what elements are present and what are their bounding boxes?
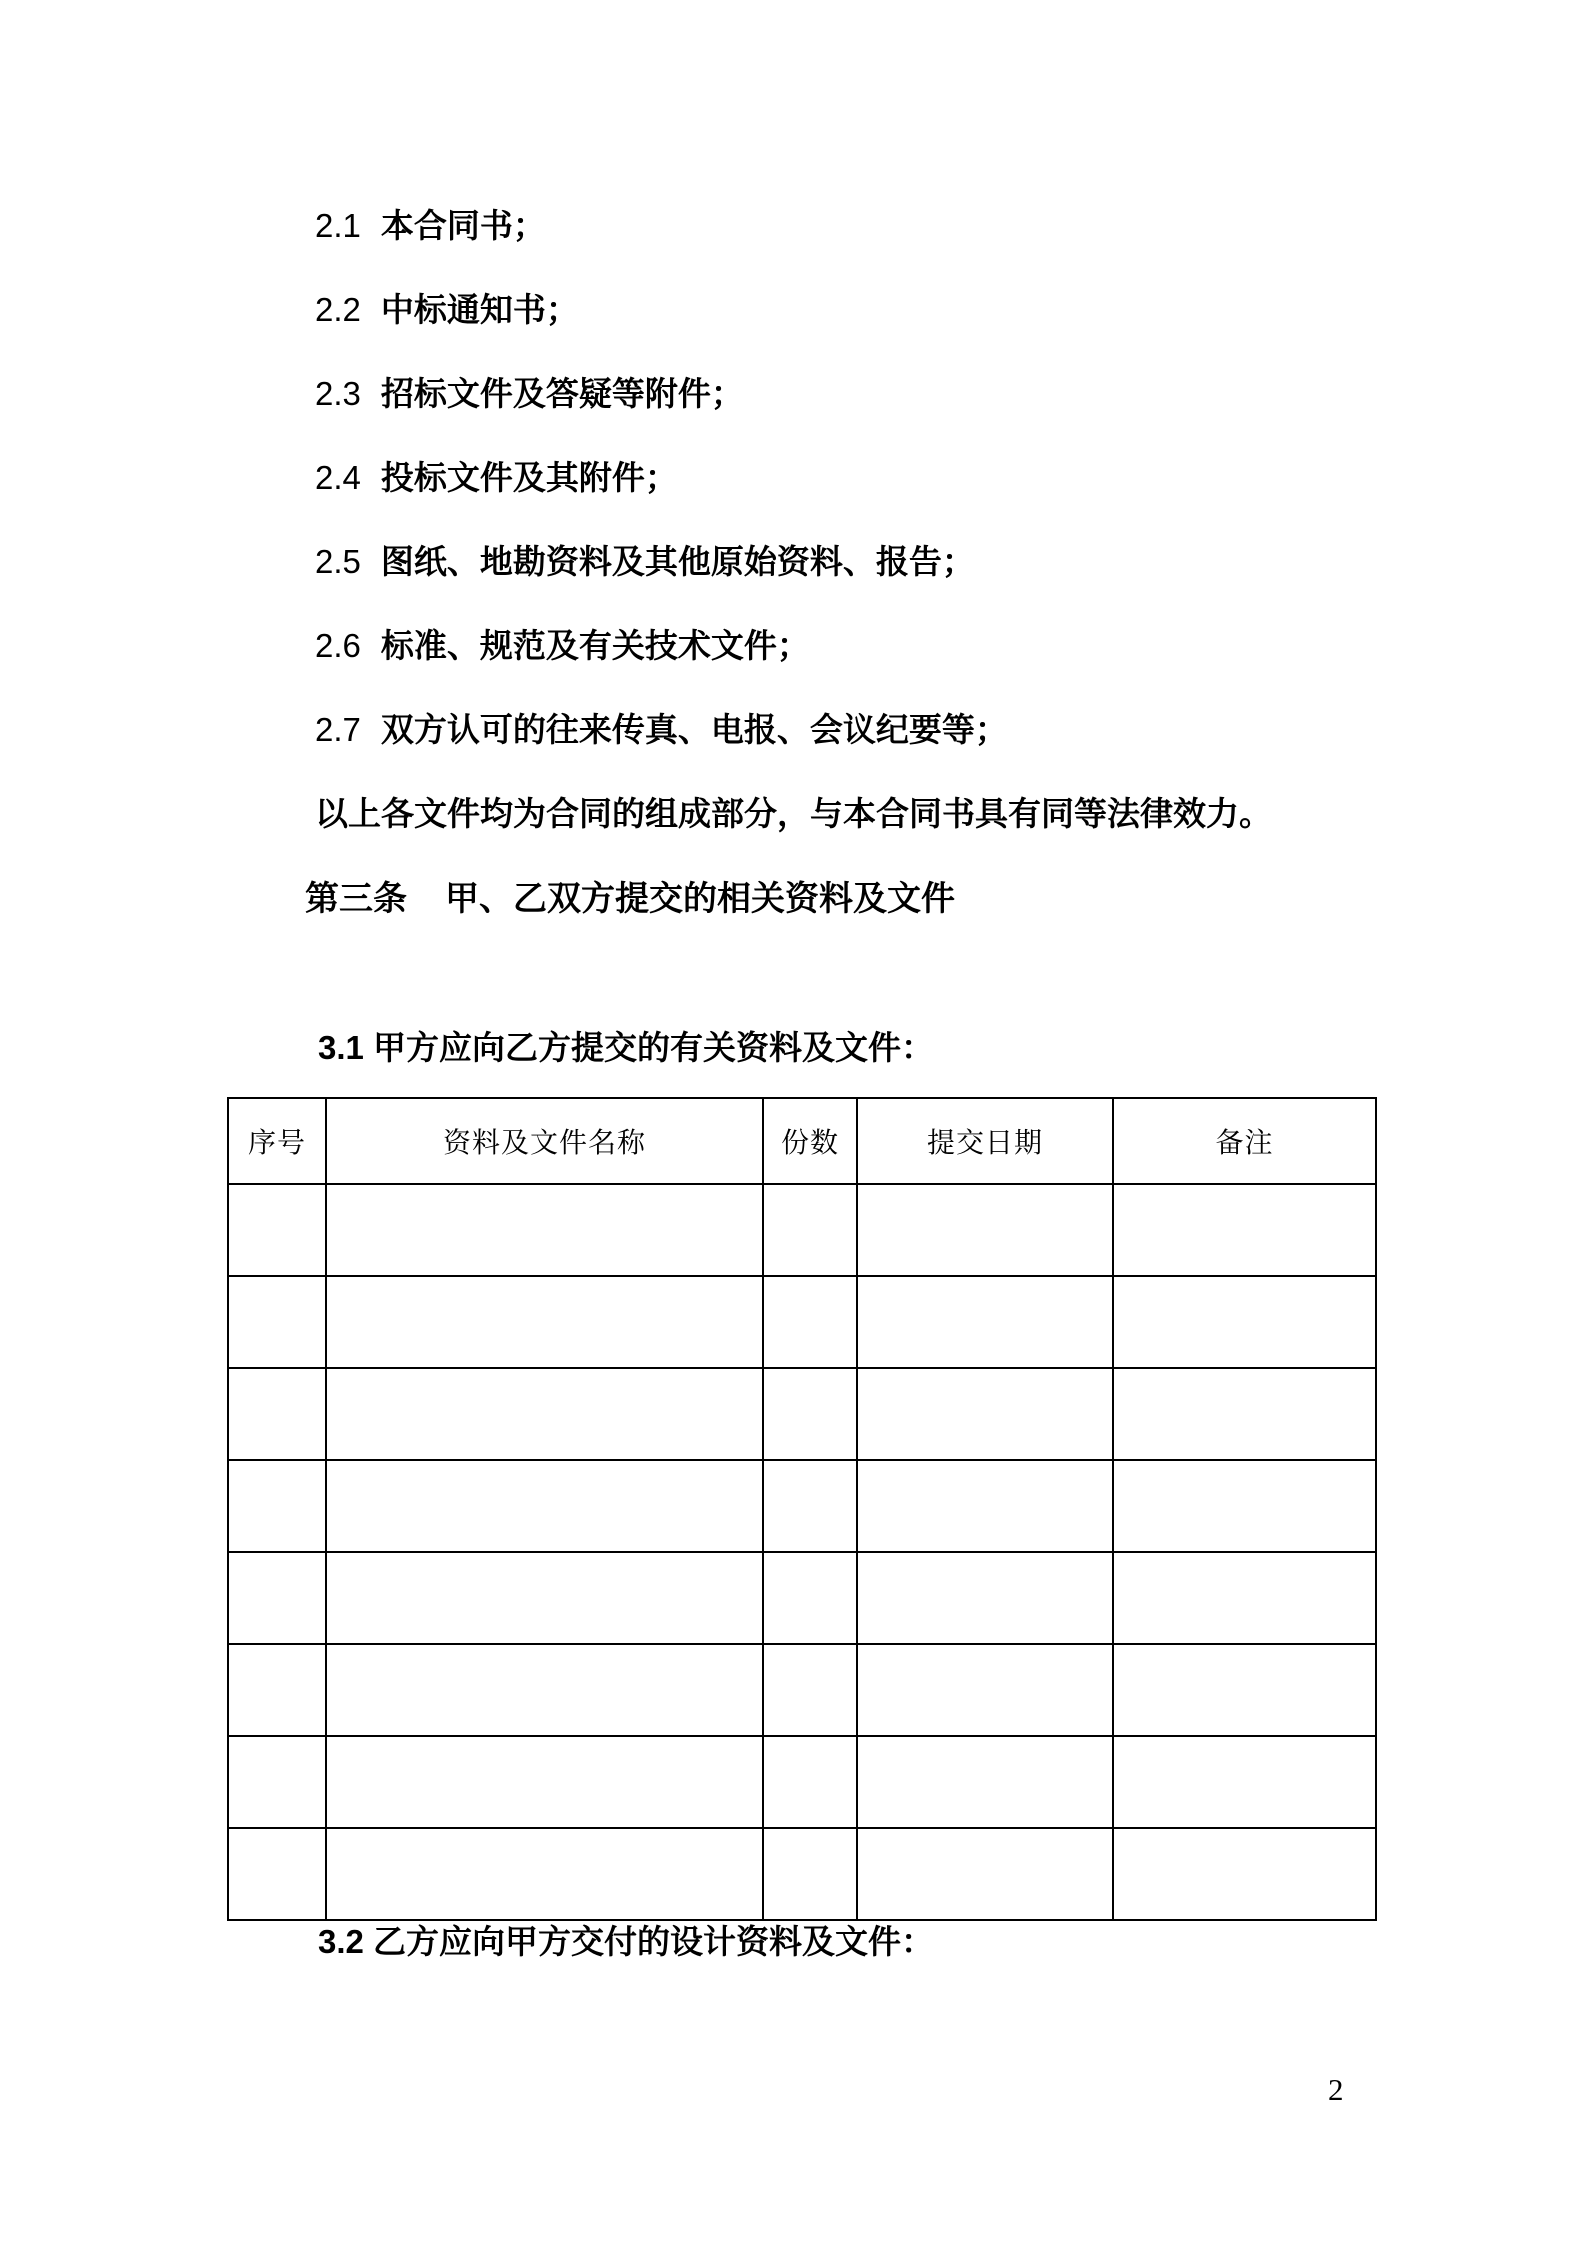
clause-number: 2.6	[315, 627, 361, 664]
table-cell	[1113, 1276, 1376, 1368]
table-body	[228, 1184, 1376, 1920]
table-cell	[763, 1828, 857, 1920]
table-cell	[228, 1736, 326, 1828]
clause-number: 2.4	[315, 459, 361, 496]
table-row	[228, 1644, 1376, 1736]
clause-text: 图纸、地勘资料及其他原始资料、报告；	[380, 543, 975, 580]
clause-3-1: 3.1 甲方应向乙方提交的有关资料及文件：	[318, 1029, 935, 1066]
table-row	[228, 1460, 1376, 1552]
table-header-row	[228, 1098, 1376, 1184]
table-cell	[857, 1552, 1113, 1644]
clause-number: 2.2	[315, 291, 361, 328]
clause-text: 本合同书；	[380, 207, 546, 244]
closing-paragraph: 以上各文件均为合同的组成部分，与本合同书具有同等法律效力。	[315, 795, 1272, 832]
table-cell	[326, 1368, 763, 1460]
table-cell	[1113, 1644, 1376, 1736]
clause-item-2-6	[315, 624, 1466, 708]
table-cell	[228, 1368, 326, 1460]
clause-text: 投标文件及其附件；	[380, 459, 678, 496]
table-cell	[1113, 1736, 1376, 1828]
table-cell	[857, 1736, 1113, 1828]
table-cell	[1113, 1828, 1376, 1920]
clause-item-2-4	[315, 456, 1466, 540]
table-row	[228, 1184, 1376, 1276]
clause-list	[315, 204, 1466, 792]
table-cell	[763, 1644, 857, 1736]
table-row	[228, 1736, 1376, 1828]
table-row	[228, 1552, 1376, 1644]
table-cell	[326, 1736, 763, 1828]
header-cell-remarks: 备注	[1113, 1098, 1376, 1184]
table-cell	[857, 1828, 1113, 1920]
clause-number: 2.3	[315, 375, 361, 412]
table-cell	[326, 1828, 763, 1920]
clause-number: 2.7	[315, 711, 361, 748]
clause-text: 招标文件及答疑等附件；	[380, 375, 744, 412]
clause-text: 双方认可的往来传真、电报、会议纪要等；	[380, 711, 1008, 748]
header-cell-date: 提交日期	[857, 1098, 1113, 1184]
table-cell	[228, 1644, 326, 1736]
clause-number: 2.1	[315, 207, 361, 244]
table-cell	[763, 1736, 857, 1828]
table-cell	[857, 1368, 1113, 1460]
clause-item-2-5	[315, 540, 1466, 624]
table-cell	[763, 1184, 857, 1276]
header-cell-name: 资料及文件名称	[326, 1098, 763, 1184]
materials-table	[227, 1097, 1377, 1921]
clause-item-2-3	[315, 372, 1466, 456]
table-cell	[326, 1552, 763, 1644]
table-cell	[763, 1460, 857, 1552]
clause-3-2: 3.2 乙方应向甲方交付的设计资料及文件：	[318, 1923, 935, 1960]
table-cell	[1113, 1460, 1376, 1552]
table-cell	[857, 1184, 1113, 1276]
clause-item-2-7	[315, 708, 1466, 792]
section-heading-number: 第三条	[305, 880, 407, 918]
table-cell	[857, 1276, 1113, 1368]
table-cell	[228, 1460, 326, 1552]
section-heading	[305, 876, 955, 922]
clause-text: 标准、规范及有关技术文件；	[380, 627, 810, 664]
clause-text: 中标通知书；	[380, 291, 579, 328]
table-cell	[326, 1460, 763, 1552]
header-cell-serial: 序号	[228, 1098, 326, 1184]
clause-item-2-2	[315, 288, 1466, 372]
section-heading-title: 甲、乙双方提交的相关资料及文件	[445, 880, 955, 918]
table-cell	[1113, 1184, 1376, 1276]
table-cell	[228, 1552, 326, 1644]
table-cell	[857, 1644, 1113, 1736]
clause-number: 2.5	[315, 543, 361, 580]
table-cell	[1113, 1552, 1376, 1644]
table-cell	[763, 1552, 857, 1644]
table-cell	[228, 1276, 326, 1368]
table-cell	[857, 1460, 1113, 1552]
table-row	[228, 1828, 1376, 1920]
table-cell	[326, 1276, 763, 1368]
table-row	[228, 1276, 1376, 1368]
table-cell	[326, 1184, 763, 1276]
clause-item-2-1	[315, 204, 1466, 288]
table-cell	[228, 1184, 326, 1276]
table-cell	[228, 1828, 326, 1920]
page-number: 2	[1328, 2072, 1344, 2107]
table-cell	[763, 1368, 857, 1460]
table-cell	[763, 1276, 857, 1368]
table-row	[228, 1368, 1376, 1460]
table-cell	[326, 1644, 763, 1736]
table-cell	[1113, 1368, 1376, 1460]
header-cell-copies: 份数	[763, 1098, 857, 1184]
